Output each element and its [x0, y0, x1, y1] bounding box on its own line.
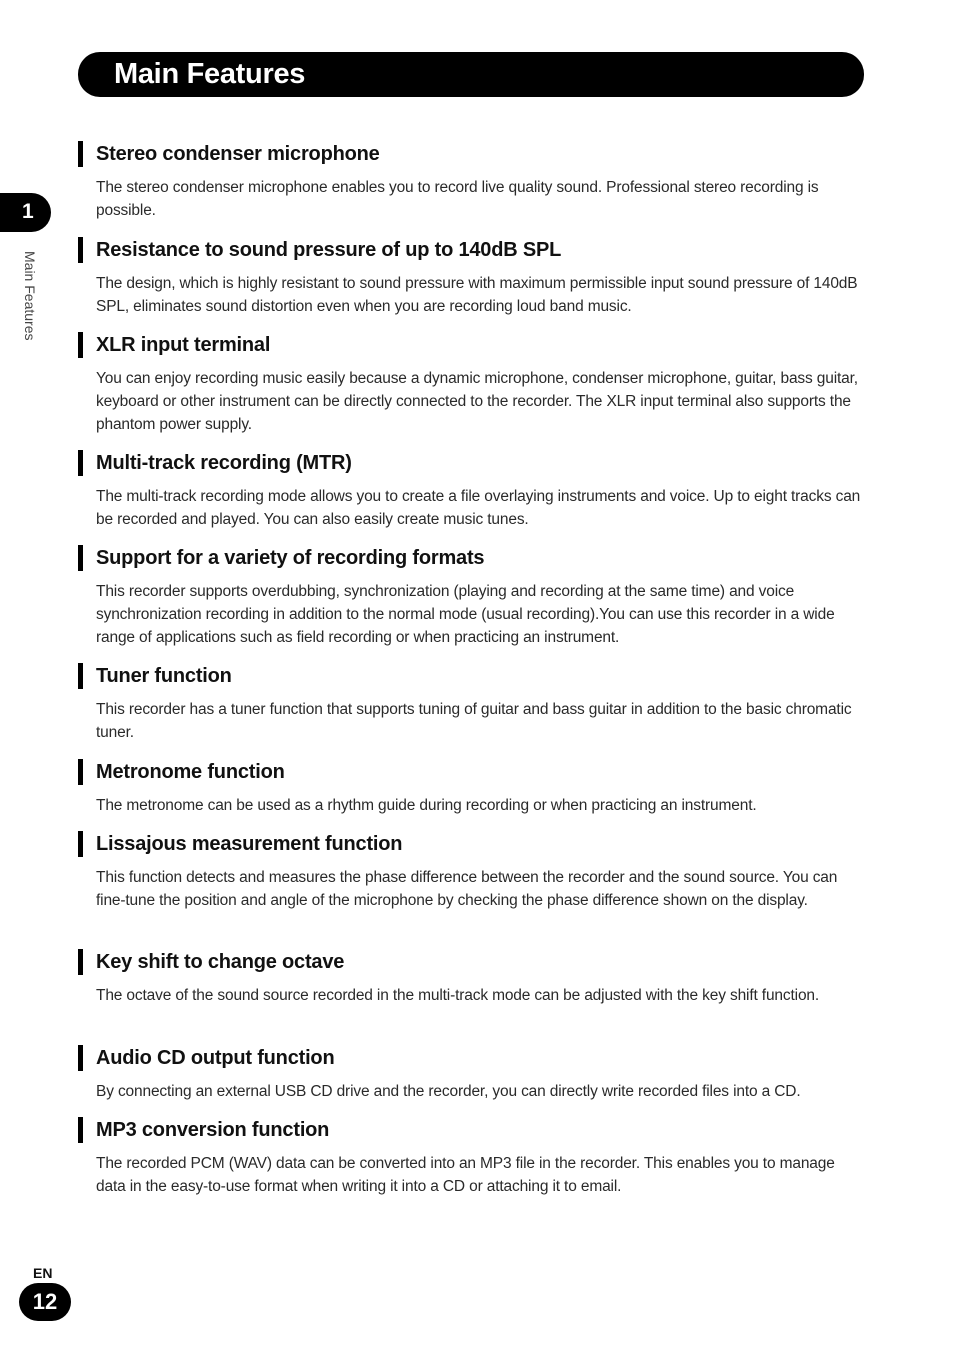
- heading-marker: [78, 450, 83, 476]
- feature-description: The recorded PCM (WAV) data can be converted into an MP3 file in the recorder. This enables you to manage data in the easy-to-use format when writing it into a CD or attaching it to email.: [96, 1155, 835, 1195]
- page-number: 12: [32, 1289, 58, 1314]
- feature-description: The octave of the sound source recorded in the multi-track mode can be adjusted with the key shift function.: [96, 987, 820, 1004]
- feature-description: You can enjoy recording music easily because a dynamic microphone, condenser microphone, guitar, bass guitar, keyboard or other instrument can be directly connected to the recorder. The XLR input terminal also supports the phantom power supply.: [96, 370, 858, 433]
- heading-marker: [78, 1045, 83, 1071]
- feature-description: The metronome can be used as a rhythm guide during recording or when practicing an instrument.: [96, 797, 757, 814]
- feature-description: This recorder has a tuner function that supports tuning of guitar and bass guitar in addition to the basic chromatic tuner.: [96, 701, 852, 741]
- heading-marker: [78, 237, 83, 263]
- heading-marker: [78, 663, 83, 689]
- feature-heading: Key shift to change octave: [96, 951, 345, 973]
- language-label: EN: [33, 1265, 53, 1281]
- page-title: Main Features: [114, 58, 306, 90]
- feature-heading: MP3 conversion function: [96, 1119, 330, 1141]
- heading-marker: [78, 949, 83, 975]
- heading-marker: [78, 545, 83, 571]
- heading-marker: [78, 759, 83, 785]
- feature-description: The design, which is highly resistant to sound pressure with maximum permissible input sound pressure of 140dB SPL, eliminates sound distortion even when you are recording loud band music.: [96, 275, 858, 315]
- feature-heading: Metronome function: [96, 761, 285, 783]
- feature-heading: Multi-track recording (MTR): [96, 452, 352, 474]
- heading-marker: [78, 1117, 83, 1143]
- heading-marker: [78, 831, 83, 857]
- heading-marker: [78, 332, 83, 358]
- feature-heading: Stereo condenser microphone: [96, 143, 380, 165]
- feature-heading: Resistance to sound pressure of up to 140dB SPL: [96, 239, 562, 261]
- page-number-badge: [19, 1283, 71, 1321]
- chapter-side-label: Main Features: [22, 251, 38, 341]
- heading-marker: [78, 141, 83, 167]
- feature-description: The stereo condenser microphone enables you to record live quality sound. Professional stereo recording is possible.: [96, 179, 819, 219]
- feature-heading: Audio CD output function: [96, 1047, 335, 1069]
- feature-description: This function detects and measures the phase difference between the recorder and the sound source. You can fine-tune the position and angle of the microphone by checking the phase difference shown on the display.: [96, 869, 838, 909]
- chapter-number: 1: [22, 200, 34, 223]
- feature-description: By connecting an external USB CD drive and the recorder, you can directly write recorded files into a CD.: [96, 1083, 801, 1100]
- chapter-tab: [0, 193, 51, 232]
- feature-heading: Support for a variety of recording formats: [96, 547, 485, 569]
- title-bar: [78, 52, 864, 97]
- feature-description: The multi-track recording mode allows you to create a file overlaying instruments and voice. Up to eight tracks can be recorded and played. You can also easily create music tunes.: [96, 488, 861, 528]
- feature-heading: Tuner function: [96, 665, 232, 687]
- feature-heading: Lissajous measurement function: [96, 833, 403, 855]
- feature-description: This recorder supports overdubbing, synchronization (playing and recording at the same time) and voice synchronization recording in addition to the normal mode (usual recording).You can use this recorder in a wide range of applications such as field recording or when practicing an instrument.: [96, 583, 835, 646]
- feature-heading: XLR input terminal: [96, 334, 271, 356]
